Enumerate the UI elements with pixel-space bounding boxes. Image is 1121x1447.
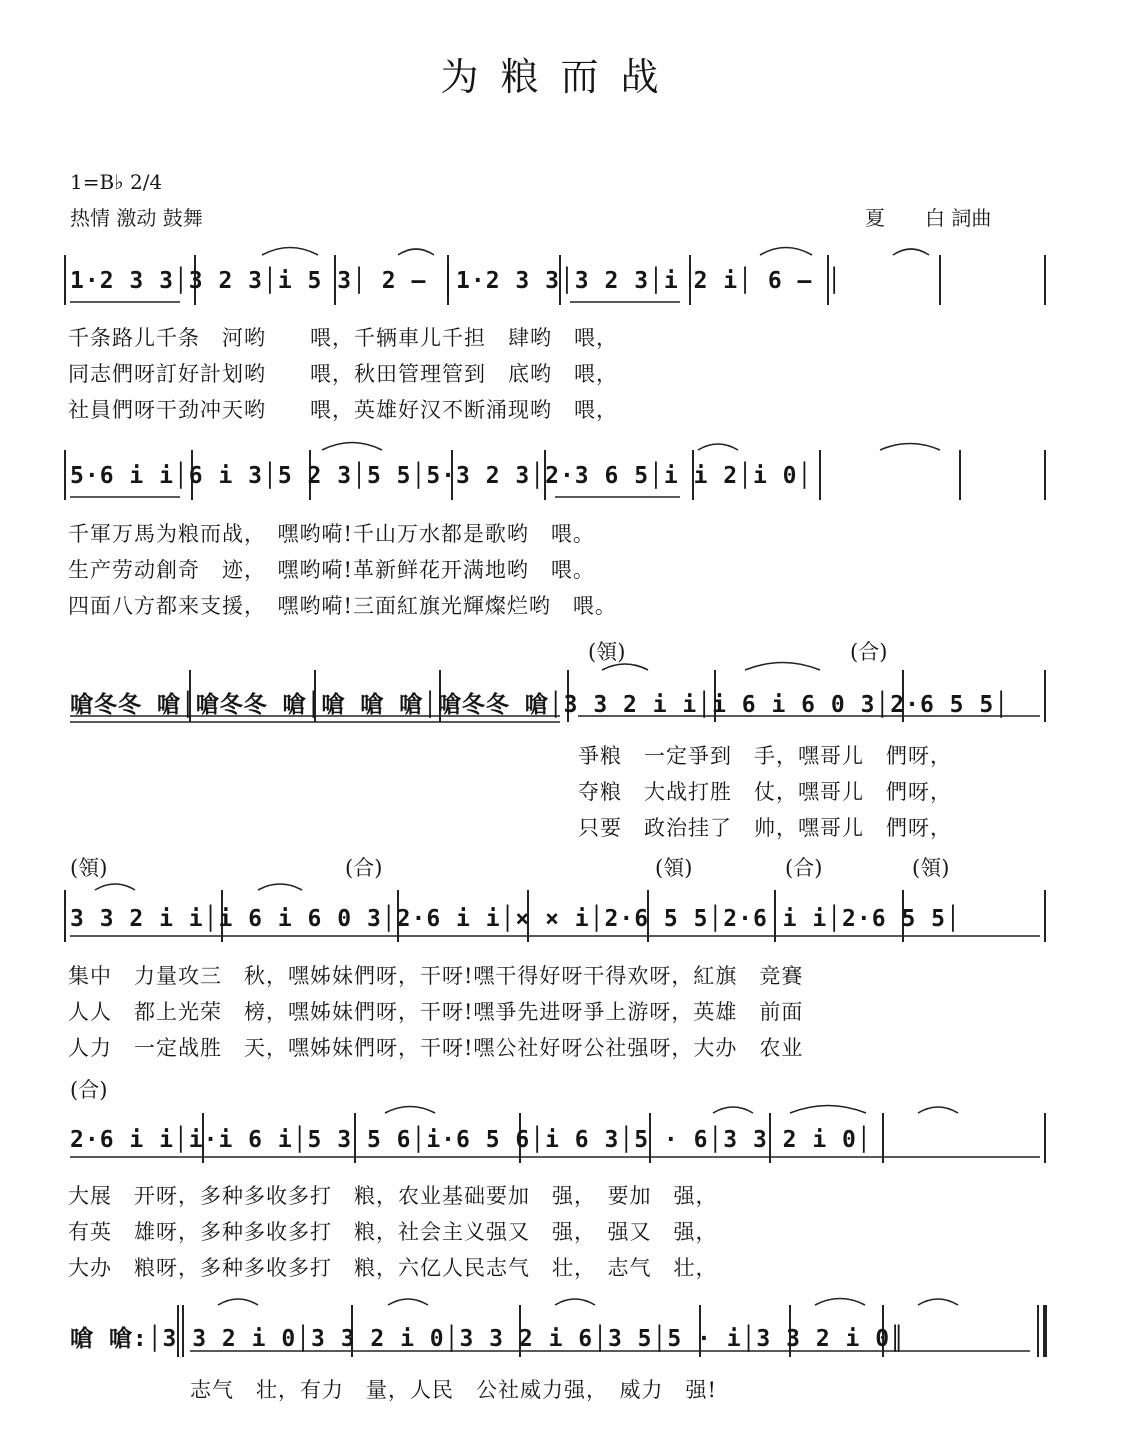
slur bbox=[385, 1107, 435, 1114]
notation-line-4: 3 3 2 i i│i 6 i 6 0 3│2·6 i i│× × i│2·6 5 5│2·6 i i│2·6 5 5│ bbox=[70, 906, 961, 932]
notation-line-6: 嗆 嗆:│3 3 2 i 0│3 3 2 i 0│3 3 2 i 6│3 5│5 · i│3 3 2 i 0║ bbox=[70, 1326, 905, 1352]
song-title: 为粮而战 bbox=[440, 55, 681, 99]
slur bbox=[322, 443, 382, 451]
slur bbox=[918, 1299, 958, 1305]
slur bbox=[918, 1107, 958, 1113]
lyric-4-verse-3: 人力 一定战胜 天，嘿姊妹們呀，干呀!嘿公社好呀公社强呀，大办 农业 bbox=[68, 1036, 804, 1060]
notation-line-2: 5·6 i i│6 i 3│5 2 3│5 5│5·3 2 3│2·3 6 5│i i 2│i 0│ bbox=[70, 463, 813, 489]
slur bbox=[218, 1299, 258, 1305]
key-signature: 1=B♭ 2/4 bbox=[70, 170, 163, 194]
slur bbox=[698, 444, 738, 450]
lyric-5-verse-2: 有英 雄呀，多种多收多打 粮，社会主义强又 强， 强又 强， bbox=[68, 1220, 718, 1244]
slur bbox=[713, 1107, 753, 1113]
lyric-6-verse-1: 志气 壮，有力 量，人民 公社威力强， 威力 强! bbox=[190, 1378, 717, 1402]
lyric-1-verse-2: 同志們呀訂好計划哟 喂，秋田管理管到 底哟 喂， bbox=[68, 362, 618, 386]
lyric-5-verse-3: 大办 粮呀，多种多收多打 粮，六亿人民志气 壮， 志气 壮， bbox=[68, 1256, 718, 1280]
notation-line-3: 嗆冬冬 嗆│嗆冬冬 嗆│嗆 嗆 嗆│嗆冬冬 嗆│3 3 2 i i│i 6 i 6 0 3│2·6 5 5│ bbox=[70, 692, 1010, 718]
slur bbox=[745, 663, 820, 671]
slur bbox=[893, 249, 929, 255]
part-label: (領) bbox=[588, 640, 626, 664]
slur bbox=[760, 248, 812, 256]
lyric-2-verse-2: 生产劳动創奇 迹， 嘿哟嗬!革新鲜花开满地哟 喂。 bbox=[68, 558, 595, 582]
lyric-5-verse-1: 大展 开呀，多种多收多打 粮，农业基础要加 强， 要加 强， bbox=[68, 1184, 718, 1208]
slur bbox=[262, 248, 318, 256]
author-credit: 夏 白 詞曲 bbox=[865, 206, 992, 230]
slur bbox=[388, 1299, 428, 1305]
slur bbox=[790, 1106, 866, 1114]
notation-line-5: 2·6 i i│i·i 6 i│5 3 5 6│i·6 5 6│i 6 3│5 · 6│3 3 2 i 0│ bbox=[70, 1127, 872, 1153]
lyric-3-verse-2: 夺粮 大战打胜 仗，嘿哥儿 們呀， bbox=[578, 780, 952, 804]
slur bbox=[95, 884, 135, 890]
slur bbox=[880, 444, 940, 451]
lyric-3-verse-1: 爭粮 一定爭到 手，嘿哥儿 們呀， bbox=[578, 744, 952, 768]
part-label: (領) bbox=[655, 856, 693, 880]
part-label: (合) bbox=[785, 856, 823, 880]
lyric-4-verse-2: 人人 都上光荣 榜，嘿姊妹們呀，干呀!嘿爭先进呀爭上游呀，英雄 前面 bbox=[68, 1000, 804, 1024]
lyric-2-verse-3: 四面八方都来支援， 嘿哟嗬!三面紅旗光輝燦烂哟 喂。 bbox=[68, 594, 617, 618]
part-label: (合) bbox=[70, 1078, 108, 1102]
lyric-3-verse-3: 只要 政治挂了 帅，嘿哥儿 們呀， bbox=[578, 816, 952, 840]
tempo-marking: 热情 激动 鼓舞 bbox=[70, 206, 203, 230]
lyric-1-verse-1: 千条路儿千条 河哟 喂，千辆車儿千担 肆哟 喂， bbox=[68, 326, 618, 350]
part-label: (領) bbox=[912, 856, 950, 880]
lyric-2-verse-1: 千軍万馬为粮而战， 嘿哟嗬!千山万水都是歌哟 喂。 bbox=[68, 522, 595, 546]
slur bbox=[555, 1299, 595, 1305]
slur bbox=[258, 884, 302, 890]
slur bbox=[398, 249, 434, 255]
lyric-1-verse-3: 社員們呀干劲冲天哟 喂，英雄好汉不断涌现哟 喂， bbox=[68, 398, 618, 422]
part-label: (合) bbox=[345, 856, 383, 880]
lyric-4-verse-1: 集中 力量攻三 秋，嘿姊妹們呀，干呀!嘿干得好呀干得欢呀，紅旗 竞賽 bbox=[68, 964, 804, 988]
part-label: (合) bbox=[850, 640, 888, 664]
notation-line-1: 1·2 3 3│3 2 3│i 5 3│ 2 — │1·2 3 3│3 2 3│i 2 i│ 6 — │ bbox=[70, 268, 843, 294]
part-label: (領) bbox=[70, 856, 108, 880]
slur bbox=[815, 1299, 865, 1306]
